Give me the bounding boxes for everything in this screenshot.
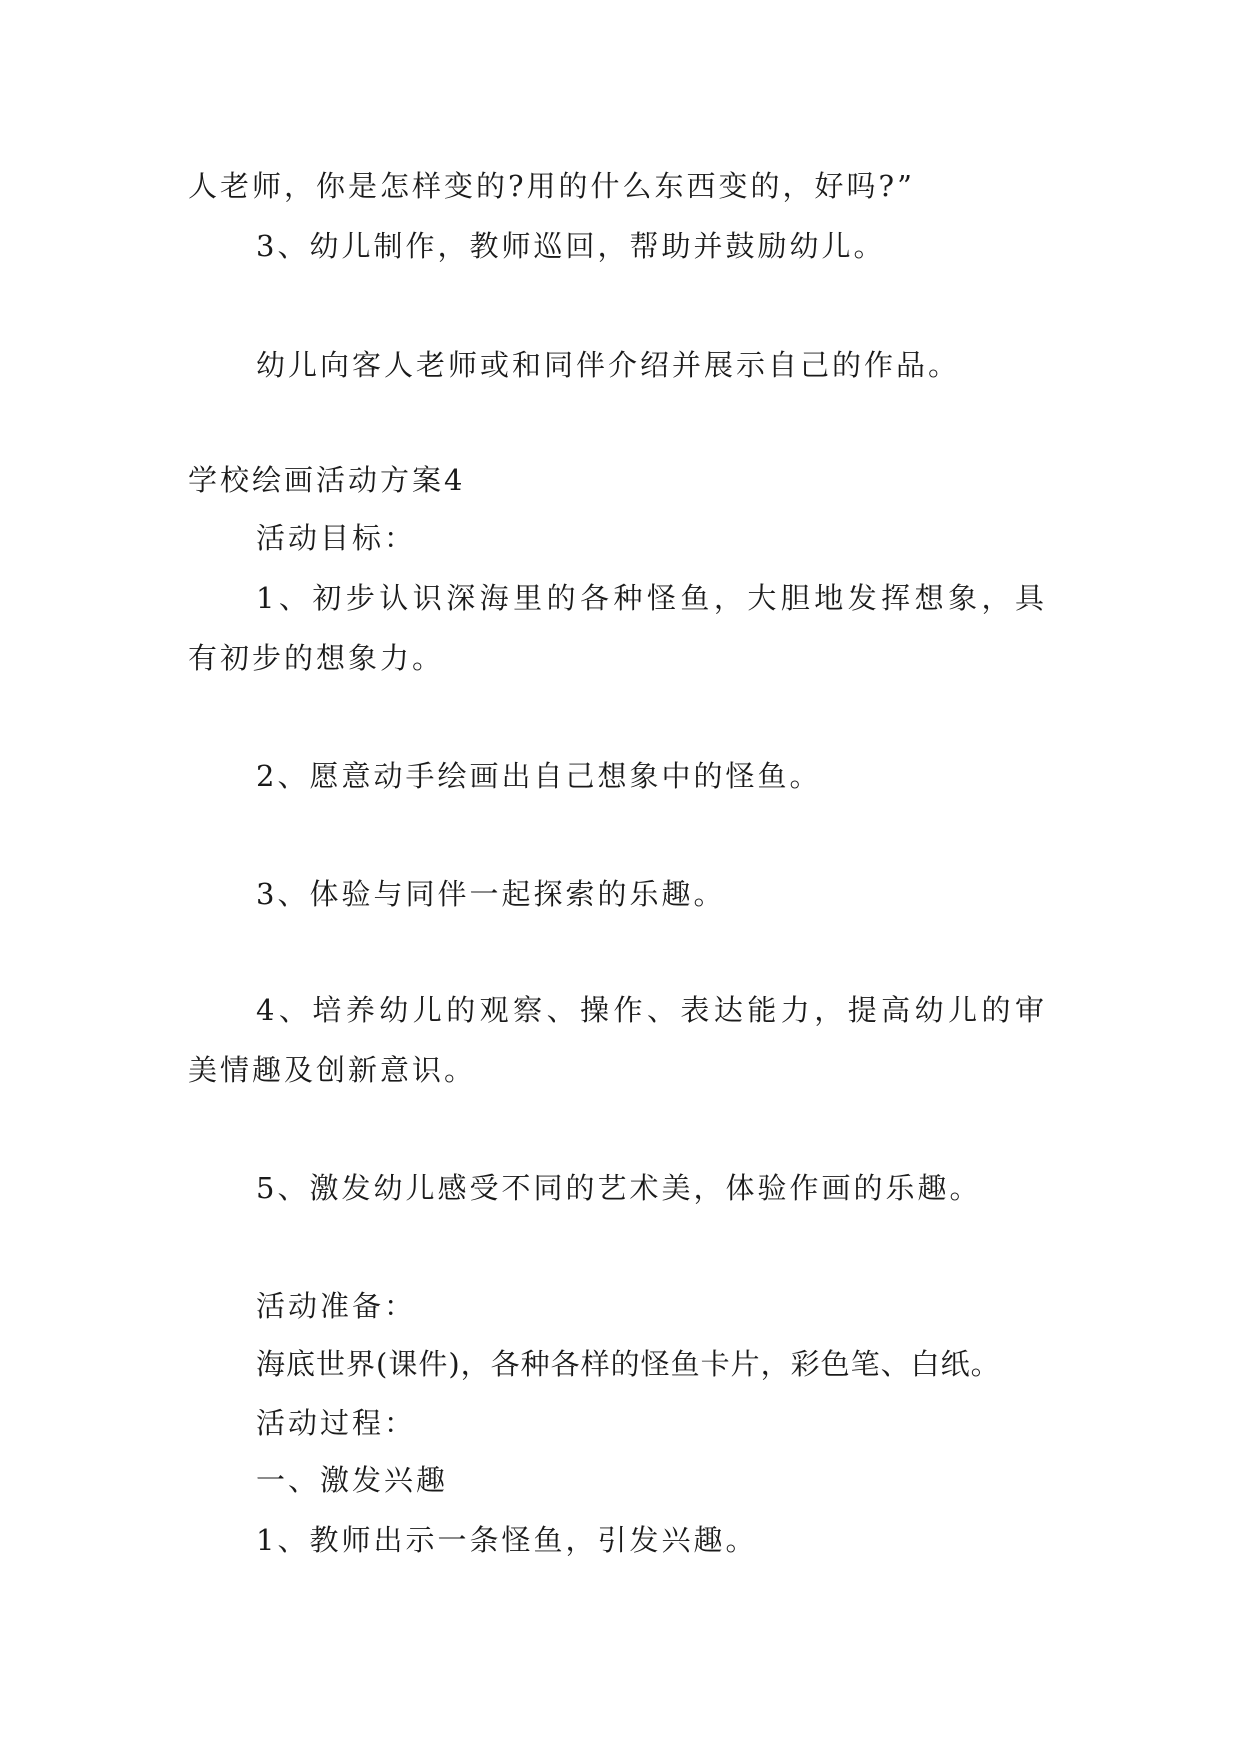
text-line: 2、愿意动手绘画出自己想象中的怪鱼。 [256, 759, 822, 793]
text-line: 1、教师出示一条怪鱼，引发兴趣。 [256, 1523, 758, 1557]
text-line: 美情趣及创新意识。 [188, 1053, 477, 1087]
text-line: 活动准备： [256, 1289, 417, 1323]
text-line: 活动目标： [256, 521, 417, 555]
text-line: 3、体验与同伴一起探索的乐趣。 [256, 877, 726, 911]
text-line: 一、激发兴趣 [256, 1463, 449, 1497]
section-heading: 学校绘画活动方案4 [188, 463, 466, 497]
text-line: 1、初步认识深海里的各种怪鱼，大胆地发挥想象，具 [256, 581, 1044, 615]
text-line: 活动过程： [256, 1406, 417, 1440]
text-line: 有初步的想象力。 [188, 641, 445, 675]
text-line: 海底世界(课件)，各种各样的怪鱼卡片，彩色笔、白纸。 [256, 1347, 1001, 1381]
text-line: 幼儿向客人老师或和同伴介绍并展示自己的作品。 [256, 348, 961, 382]
text-line: 3、幼儿制作，教师巡回，帮助并鼓励幼儿。 [256, 229, 886, 263]
text-line: 人老师，你是怎样变的?用的什么东西变的，好吗?” [188, 169, 915, 203]
text-line: 4、培养幼儿的观察、操作、表达能力，提高幼儿的审 [256, 993, 1044, 1027]
text-line: 5、激发幼儿感受不同的艺术美，体验作画的乐趣。 [256, 1171, 982, 1205]
